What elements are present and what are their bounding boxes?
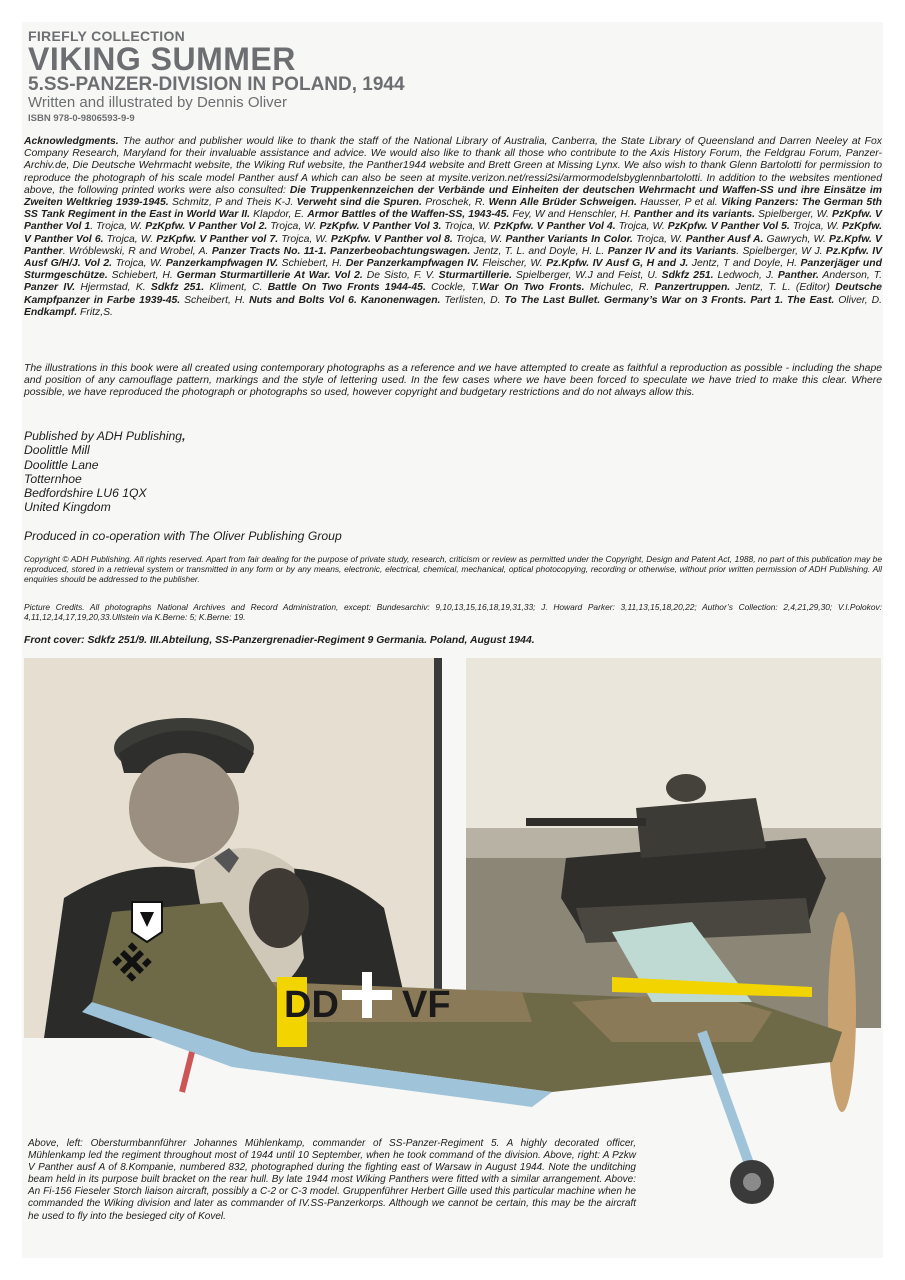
bibliography-title: German Sturmartillerie At War. Vol 2.	[176, 270, 363, 282]
picture-credits: Picture Credits. All photographs National Archives and Record Administration, except: Bundesarchiv: 9,10,13,15,16,18,19,31,33; J. Howard Parker: 3,11,13,15,18,20,22; Author’s Collection: 2,4,21,29,30; V.I.Polokov: 4,11,12,14,17,19,20,33.Ullstein via K.Berne: 5; K.Berne: 19.	[24, 602, 882, 623]
bibliography-title: Pz.Kpfw. IV Ausf G/H/J. Vol 2.	[24, 245, 883, 270]
bibliography-author: Terlisten, D.	[440, 294, 505, 306]
book-subtitle: 5.SS-PANZER-DIVISION IN POLAND, 1944	[28, 74, 405, 95]
photo-caption: Above, left: Obersturmbannführer Johannes Mühlenkamp, commander of SS-Panzer-Regiment 5. A highly decorated officer, Mühlenkamp led the regiment throughout most of 1944 until 10 September, when he took command of the division. Above, right: A Pzkw V Panther ausf A of 8.Kompanie, numbered 832, photographed during the fighting east of Warsaw in August 1944. Note the unditching beam held in its purpose built bracket on the rear hull. By late 1944 most Wiking Panthers were fitted with a similar arrangement. Above: An Fi-156 Fieseler Storch liaison aircraft, possibly a C-2 or C-3 model. Gruppenführer Herbert Gille used this particular machine when he commanded the Wiking division and later as commander of IV.SS-Panzerkorps. Although we cannot be certain, this may be the aircraft he used to fly into the besieged city of Kovel.	[28, 1138, 636, 1222]
bibliography-author: Hjermstad, K.	[75, 282, 151, 294]
bibliography-title: Panther Ausf A.	[685, 233, 764, 245]
bibliography-author: Schiebert, H.	[107, 270, 177, 282]
code-left: DD	[284, 984, 339, 1026]
bibliography-title: PzKpfw. V Panther Vol 5.	[667, 221, 790, 233]
bibliography-author: De Sisto, F. V.	[362, 270, 439, 282]
bibliography-title: PzKpfw. V Panther Vol 2.	[145, 221, 268, 233]
bibliography-title: Panther and its variants.	[633, 209, 755, 221]
isbn: ISBN 978-0-9806593-9-9	[28, 113, 135, 124]
bibliography-author: Oliver, D.	[834, 294, 882, 306]
bibliography-author: . Spielberger, W J.	[736, 245, 826, 257]
bibliography-title: Sturmartillerie.	[438, 270, 512, 282]
bibliography-title: Pz.Kpfw. V Panther	[24, 233, 882, 257]
propeller	[828, 912, 856, 1112]
bibliography-author: Fey, W and Henschler, H.	[509, 209, 634, 221]
front-cover-note: Front cover: Sdkfz 251/9. III.Abteilung, SS-Panzergrenadier-Regiment 9 Germania. Poland, August 1944.	[24, 635, 535, 646]
bibliography-author: . Wróblewski, R and Wrobel, A.	[62, 245, 212, 257]
bibliography-author: Hausser, P et al.	[636, 197, 721, 209]
bibliography-title: PzKpfw. V Panther Vol 6.	[24, 221, 882, 245]
bibliography-title: Deutsche Kampfpanzer in Farbe 1939-45.	[24, 282, 882, 306]
bibliography-author: Jentz, T. L. and Doyle, H. L.	[470, 245, 608, 257]
bibliography-title: PzKpfw. V Panther Vol 1	[24, 209, 882, 233]
bibliography-author: Trojca, W.	[103, 233, 157, 245]
bibliography-author: Schmitz, P and Theis K-J.	[168, 197, 297, 209]
bibliography-title: Nuts and Bolts Vol 6. Kanonenwagen.	[249, 294, 441, 306]
book-title: VIKING SUMMER	[28, 41, 296, 77]
bibliography-title: Die Truppenkennzeichen der Verbände und Einheiten der deutschen Wehrmacht und Waffen-SS und ihre Einsätze im Zweiten Weltkrieg 1939-1945.	[24, 184, 883, 209]
code-right: VF	[402, 984, 451, 1026]
bibliography-title: Viking Panzers: The German 5th SS Tank Regiment in the East in World War II.	[24, 197, 883, 221]
address-line: Doolittle Mill	[24, 443, 90, 458]
page	[22, 22, 883, 1258]
bibliography-title: Pz.Kpfw. IV Ausf G, H and J.	[546, 258, 689, 270]
bibliography-author: Trojca, W.	[441, 221, 494, 233]
ack-lead: Acknowledgments.	[24, 136, 119, 147]
bibliography-author: Scheibert, H.	[180, 294, 250, 306]
bibliography-author: Klapdor, E.	[250, 209, 308, 221]
author-line: Written and illustrated by Dennis Oliver	[28, 94, 287, 111]
bibliography-author: Spielberger, W.	[754, 209, 832, 221]
bibliography-title: Der Panzerkampfwagen IV.	[345, 258, 479, 270]
bibliography-title: Panzer Tracts No. 11-1. Panzerbeobachtungswagen.	[211, 245, 471, 257]
bibliography-author: Anderson, T.	[818, 270, 882, 282]
illustrations-note: The illustrations in this book were all created using contemporary photographs as a reference and we have attempted to create as faithful a reproduction as possible - including the shape and position of any camouflage pattern, markings and the style of lettering used. In the few cases where we have been forced to speculate we have tried to make this clear. Where possible, we have reproduced the photograph or photographs so used, however copyright and budgetary restrictions and do not always allow this.	[24, 363, 882, 399]
address-line: Totternhoe	[24, 471, 82, 486]
bibliography-title: PzKpfw. V Panther vol 7.	[156, 233, 279, 245]
bibliography-author: Trojca, W.	[278, 233, 331, 245]
bibliography-author: Ledwoch, J.	[713, 270, 778, 282]
publisher-line: Published by ADH Publishing	[24, 429, 183, 443]
bibliography-author: Trojca, W.	[112, 258, 166, 270]
bibliography-title: Sdkfz 251.	[661, 270, 714, 282]
bibliography-author: Schiebert, H.	[278, 258, 346, 270]
publisher-address: Published by ADH Publishing, Doolittle Mill Doolittle Lane Totternhoe Bedfordshire LU6 1QX United Kingdom	[24, 429, 186, 515]
tail-wheel	[182, 1052, 192, 1092]
bibliography-author: Michulec, R.	[584, 282, 655, 294]
bibliography-title: Panzerjäger und Sturmgeschütze.	[24, 258, 882, 282]
bibliography-author: Trojca, W.	[615, 221, 668, 233]
acknowledgments	[24, 136, 882, 319]
bibliography-title: Panzer IV and its Variants	[607, 245, 737, 257]
bibliography-title: Panzertruppen.	[654, 282, 731, 294]
bibliography-author: Trojca, W.	[632, 233, 686, 245]
wiking-emblem	[132, 902, 162, 942]
bibliography-title: PzKpfw. V Panther Vol 4.	[493, 221, 616, 233]
co-operation-note: Produced in co-operation with The Oliver Publishing Group	[24, 529, 342, 543]
bibliography-author: Jentz, T. L. (Editor)	[730, 282, 836, 294]
bibliography-title: Endkampf.	[24, 306, 78, 318]
bibliography-title: Panzerkampfwagen IV.	[165, 258, 279, 270]
bibliography	[24, 185, 882, 318]
bibliography-title: PzKpfw. V Panther Vol 3.	[319, 221, 442, 233]
bibliography-title: Sdkfz 251.	[150, 282, 205, 294]
bibliography-author: Jentz, T and Doyle, H.	[688, 258, 801, 270]
address-line: United Kingdom	[24, 500, 111, 515]
address-line: Bedfordshire LU6 1QX	[24, 486, 147, 501]
bibliography-title: Panther.	[777, 270, 819, 282]
bibliography-title: Verweht sind die Spuren.	[296, 197, 422, 209]
bibliography-author: Fritz,S.	[77, 306, 113, 318]
bibliography-title: To The Last Bullet. Germany’s War on 3 Fronts. Part 1. The East.	[504, 294, 835, 306]
bibliography-title: Panther Variants In Color.	[505, 233, 633, 245]
bibliography-author: Fleischer, W.	[478, 258, 547, 270]
bibliography-title: Battle On Two Fronts 1944-45.	[267, 282, 426, 294]
bibliography-title: Panzer IV.	[24, 282, 76, 294]
bibliography-author: Trojca, W.	[267, 221, 320, 233]
bibliography-author: Spielberger, W.J and Feist, U.	[512, 270, 662, 282]
bibliography-title: Armor Battles of the Waffen-SS, 1943-45.	[307, 209, 510, 221]
bibliography-title: War On Two Fronts.	[479, 282, 585, 294]
bibliography-author: Cockle, T.	[425, 282, 480, 294]
bibliography-title: PzKpfw. V Panther vol 8.	[330, 233, 453, 245]
series-name: FIREFLY COLLECTION	[28, 28, 186, 44]
bibliography-author: . Trojca, W.	[90, 221, 146, 233]
copyright-notice: Copyright © ADH Publishing. All rights reserved. Apart from fair dealing for the purpose of private study, research, criticism or review as permitted under the Copyright, Design and Patent Act, 1988, no part of this publication may be reproduced, stored in a retrieval system or transmitted in any form or by any means, electronic, electrical, chemical, mechanical, optical photocopying, recording or otherwise, without prior written permission of ADH Publishing. All enquiries should be addressed to the publisher.	[24, 554, 882, 585]
bibliography-author: Proschek, R.	[421, 197, 489, 209]
bibliography-author: Trojca, W.	[789, 221, 842, 233]
address-line: Doolittle Lane	[24, 457, 99, 472]
book-header	[28, 28, 405, 124]
ack-text: The author and publisher would like to thank the staff of the National Library of Australia, Canberra, the State Library of Queensland and Darren Neeley at Fox Company Research, Maryland for their invaluable assistance and advice. We would also like to thank all those who contribute to the Axis History Forum, the Feldgrau Forum, Panzer-Archiv.de, Die Deutsche Wehrmacht website, the Wiking Ruf website, the Panther1944 website and Brett Green at Missing Lynx. We also wish to thank Glenn Bartolotti for permission to reproduce the photograph of his scale model Panther ausf A which can also be seen at mysite.verizon.net/ressi2si/armormodelsbyglennbartolotti. In addition to the websites mentioned above, the following printed works were also consulted:	[24, 136, 882, 196]
bibliography-author: Trojca, W.	[452, 233, 506, 245]
bibliography-title: Wenn Alle Brüder Schweigen.	[488, 197, 637, 209]
bibliography-author: Kliment, C.	[204, 282, 268, 294]
bibliography-author: Gawrych, W.	[763, 233, 829, 245]
